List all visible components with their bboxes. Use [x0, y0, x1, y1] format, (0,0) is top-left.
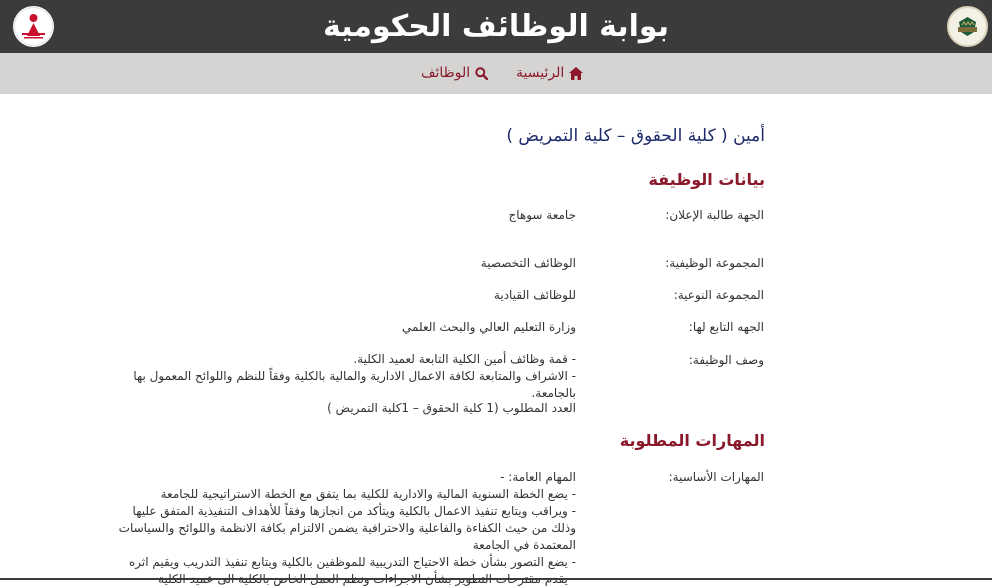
field-value-affiliation: وزارة التعليم العالي والبحث العلمي — [402, 320, 576, 334]
field-value-type-group: للوظائف القيادية — [493, 288, 576, 302]
skill-line: - يضع التصور بشأن خطة الاحتياج التدريبية للموظفين بالكلية ويتابع تنفيذ التدريب ويقيم اثره — [129, 555, 576, 569]
field-label-advertiser: الجهة طالبة الإعلان: — [665, 208, 764, 222]
portal-logo[interactable] — [13, 6, 54, 47]
skills-list — [106, 469, 576, 588]
job-title: أمين ( كلية الحقوق – كلية التمريض ) — [506, 126, 765, 146]
skill-line: - ويراقب ويتابع تنفيذ الاعمال بالكلية ويتأكد من انجازها وفقاً للأهداف التنفيذية المتفق عليها وذلك من حيث الكفاءة والفاعلية والاحترافية يضمن الالتزام بكافة الانظمة واللوائح والسياسات المعتمدة في الجامعة — [118, 504, 576, 552]
job-description — [106, 351, 576, 402]
field-label-type-group: المجموعة النوعية: — [673, 288, 764, 302]
description-line: - قمة وظائف أمين الكلية التابعة لعميد الكلية. — [353, 352, 576, 366]
home-icon — [569, 67, 583, 80]
skills-basic-label: المهارات الأساسية: — [668, 470, 764, 484]
site-title: بوابة الوظائف الحكومية — [322, 9, 669, 44]
field-value-advertiser: جامعة سوهاج — [508, 208, 576, 222]
job-data-heading: بيانات الوظيفة — [648, 170, 765, 189]
field-value-job-group: الوظائف التخصصية — [480, 256, 576, 270]
field-label-description: وصف الوظيفة: — [688, 353, 764, 367]
required-count: العدد المطلوب (1 كلية الحقوق – 1كلية التمريض ) — [327, 401, 576, 415]
search-icon — [475, 67, 488, 80]
field-label-affiliation: الجهه التابع لها: — [688, 320, 764, 334]
skills-heading: المهارات المطلوبة — [619, 431, 765, 450]
nav-home-label: الرئيسية — [516, 65, 565, 81]
field-label-job-group: المجموعة الوظيفية: — [665, 256, 764, 270]
nav-home-link[interactable] — [516, 53, 583, 94]
nav-jobs-link[interactable] — [421, 53, 488, 94]
skill-line: - يضع الخطة السنوية المالية والادارية للكلية بما يتفق مع الخطة الاستراتيجية للجامعة — [160, 487, 576, 501]
description-line: - الاشراف والمتابعة لكافة الاعمال الادارية والمالية بالكلية وفقاً للنظم واللوائح المعمول بها بالجامعة. — [133, 369, 576, 400]
government-emblem-logo[interactable] — [947, 6, 988, 47]
nav-bar — [0, 53, 992, 94]
nav-jobs-label: الوظائف — [421, 65, 471, 81]
skill-line: المهام العامة: - — [500, 470, 576, 484]
